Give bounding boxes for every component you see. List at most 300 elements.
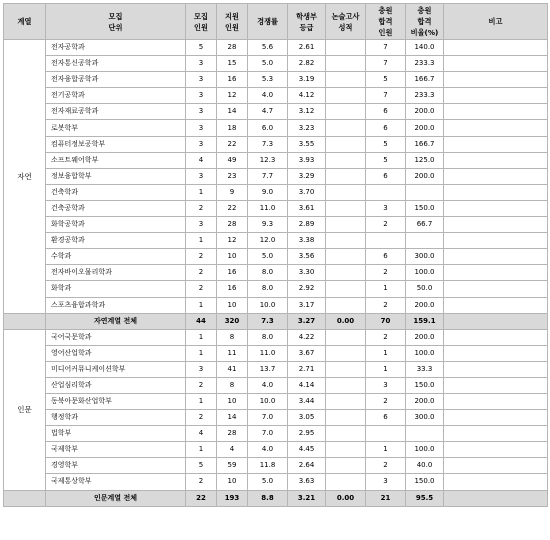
cell-extra: 1 (366, 361, 406, 377)
cell-ratio: 5.0 (248, 474, 288, 490)
cell-extra: 1 (366, 345, 406, 361)
total-ratio: 7.3 (248, 313, 288, 329)
cell-dept: 국제통상학부 (46, 474, 186, 490)
cell-extra: 2 (366, 329, 406, 345)
table-row (4, 361, 548, 377)
cell-extra-rate: 300.0 (406, 410, 444, 426)
cell-note (444, 410, 548, 426)
cell-extra-rate: 200.0 (406, 297, 444, 313)
cell-extra: 6 (366, 410, 406, 426)
cell-applicants: 10 (217, 297, 248, 313)
cell-applicants: 16 (217, 265, 248, 281)
cell-grade: 3.12 (288, 104, 326, 120)
cell-grade: 2.71 (288, 361, 326, 377)
cell-extra-rate: 50.0 (406, 281, 444, 297)
cell-dept: 건축학과 (46, 184, 186, 200)
total-group-cell (4, 313, 46, 329)
cell-ratio: 5.3 (248, 72, 288, 88)
cell-essay (326, 474, 366, 490)
cell-essay (326, 217, 366, 233)
total-essay: 0.00 (326, 490, 366, 506)
cell-dept: 경영학부 (46, 458, 186, 474)
cell-extra: 3 (366, 200, 406, 216)
cell-dept: 전자공학과 (46, 40, 186, 56)
cell-grade: 3.38 (288, 233, 326, 249)
cell-dept: 화학공학과 (46, 217, 186, 233)
total-essay: 0.00 (326, 313, 366, 329)
cell-extra-rate: 200.0 (406, 104, 444, 120)
cell-essay (326, 168, 366, 184)
table-row (4, 393, 548, 409)
cell-applicants: 12 (217, 88, 248, 104)
cell-extra: 5 (366, 136, 406, 152)
cell-dept: 정보융합학부 (46, 168, 186, 184)
cell-extra-rate (406, 233, 444, 249)
cell-dept: 전자바이오물리학과 (46, 265, 186, 281)
cell-essay (326, 297, 366, 313)
cell-dept: 소프트웨어학부 (46, 152, 186, 168)
table-row (4, 265, 548, 281)
cell-recruit: 2 (186, 474, 217, 490)
cell-recruit: 4 (186, 152, 217, 168)
cell-recruit: 3 (186, 361, 217, 377)
cell-note (444, 136, 548, 152)
cell-extra: 5 (366, 152, 406, 168)
cell-note (444, 474, 548, 490)
cell-note (444, 249, 548, 265)
cell-recruit: 3 (186, 168, 217, 184)
cell-grade: 3.67 (288, 345, 326, 361)
cell-applicants: 15 (217, 56, 248, 72)
table-row (4, 410, 548, 426)
cell-note (444, 233, 548, 249)
cell-grade: 2.64 (288, 458, 326, 474)
cell-essay (326, 233, 366, 249)
cell-extra-rate: 150.0 (406, 200, 444, 216)
cell-ratio: 13.7 (248, 361, 288, 377)
table-row (4, 168, 548, 184)
cell-grade: 3.23 (288, 120, 326, 136)
admission-results-table (3, 3, 548, 507)
cell-essay (326, 40, 366, 56)
table-row (4, 377, 548, 393)
cell-dept: 컴퓨터정보공학부 (46, 136, 186, 152)
cell-grade: 3.44 (288, 393, 326, 409)
table-row (4, 297, 548, 313)
cell-note (444, 329, 548, 345)
cell-extra: 7 (366, 88, 406, 104)
cell-ratio: 8.0 (248, 265, 288, 281)
cell-recruit: 3 (186, 217, 217, 233)
cell-extra: 7 (366, 56, 406, 72)
cell-recruit: 3 (186, 136, 217, 152)
total-extra: 21 (366, 490, 406, 506)
cell-essay (326, 120, 366, 136)
cell-ratio: 8.0 (248, 329, 288, 345)
cell-essay (326, 345, 366, 361)
cell-applicants: 14 (217, 104, 248, 120)
cell-applicants: 49 (217, 152, 248, 168)
cell-ratio: 4.0 (248, 88, 288, 104)
cell-dept: 스포츠융합과학과 (46, 297, 186, 313)
cell-extra-rate: 150.0 (406, 377, 444, 393)
cell-grade: 2.92 (288, 281, 326, 297)
cell-grade: 4.45 (288, 442, 326, 458)
cell-ratio: 7.0 (248, 426, 288, 442)
cell-recruit: 1 (186, 184, 217, 200)
cell-essay (326, 377, 366, 393)
cell-grade: 3.93 (288, 152, 326, 168)
cell-note (444, 168, 548, 184)
cell-extra: 5 (366, 72, 406, 88)
cell-ratio: 12.3 (248, 152, 288, 168)
cell-applicants: 41 (217, 361, 248, 377)
cell-recruit: 2 (186, 265, 217, 281)
cell-extra-rate: 100.0 (406, 442, 444, 458)
header-recruit: 모집 인원 (186, 4, 217, 40)
total-row (4, 313, 548, 329)
cell-dept: 로봇학부 (46, 120, 186, 136)
table-row (4, 200, 548, 216)
cell-note (444, 40, 548, 56)
cell-ratio: 5.0 (248, 56, 288, 72)
cell-extra: 2 (366, 297, 406, 313)
cell-applicants: 14 (217, 410, 248, 426)
cell-essay (326, 281, 366, 297)
cell-note (444, 200, 548, 216)
cell-extra: 1 (366, 281, 406, 297)
table-row (4, 72, 548, 88)
cell-ratio: 7.3 (248, 136, 288, 152)
total-dept: 자연계열 전체 (46, 313, 186, 329)
cell-grade: 3.61 (288, 200, 326, 216)
header-extra: 충원 합격 인원 (366, 4, 406, 40)
cell-recruit: 2 (186, 281, 217, 297)
total-recruit: 22 (186, 490, 217, 506)
cell-applicants: 28 (217, 426, 248, 442)
cell-applicants: 59 (217, 458, 248, 474)
cell-recruit: 1 (186, 233, 217, 249)
table-row (4, 120, 548, 136)
cell-extra-rate: 200.0 (406, 120, 444, 136)
cell-grade: 3.17 (288, 297, 326, 313)
cell-recruit: 1 (186, 329, 217, 345)
cell-ratio: 6.0 (248, 120, 288, 136)
cell-grade: 4.12 (288, 88, 326, 104)
cell-dept: 전자융합공학과 (46, 72, 186, 88)
cell-ratio: 9.3 (248, 217, 288, 233)
cell-note (444, 56, 548, 72)
cell-applicants: 8 (217, 329, 248, 345)
cell-grade: 3.29 (288, 168, 326, 184)
cell-essay (326, 442, 366, 458)
admission-results-document (3, 3, 547, 507)
cell-extra-rate: 140.0 (406, 40, 444, 56)
cell-ratio: 10.0 (248, 297, 288, 313)
cell-extra-rate: 200.0 (406, 329, 444, 345)
cell-note (444, 297, 548, 313)
table-row (4, 88, 548, 104)
cell-dept: 국어국문학과 (46, 329, 186, 345)
cell-essay (326, 361, 366, 377)
cell-essay (326, 136, 366, 152)
cell-note (444, 393, 548, 409)
total-applicants: 193 (217, 490, 248, 506)
table-row (4, 56, 548, 72)
cell-extra-rate: 300.0 (406, 249, 444, 265)
cell-note (444, 265, 548, 281)
cell-dept: 영어산업학과 (46, 345, 186, 361)
table-row (4, 442, 548, 458)
table-row (4, 474, 548, 490)
total-grade: 3.21 (288, 490, 326, 506)
cell-applicants: 28 (217, 217, 248, 233)
cell-dept: 법학부 (46, 426, 186, 442)
table-row (4, 217, 548, 233)
cell-ratio: 10.0 (248, 393, 288, 409)
total-extra-rate: 95.5 (406, 490, 444, 506)
cell-applicants: 18 (217, 120, 248, 136)
table-row (4, 184, 548, 200)
total-recruit: 44 (186, 313, 217, 329)
table-row (4, 458, 548, 474)
cell-extra: 6 (366, 168, 406, 184)
cell-extra: 3 (366, 474, 406, 490)
cell-essay (326, 426, 366, 442)
cell-ratio: 12.0 (248, 233, 288, 249)
cell-note (444, 104, 548, 120)
cell-dept: 미디어커뮤니케이션학부 (46, 361, 186, 377)
cell-applicants: 10 (217, 474, 248, 490)
cell-recruit: 3 (186, 56, 217, 72)
cell-dept: 행정학과 (46, 410, 186, 426)
cell-ratio: 4.0 (248, 377, 288, 393)
cell-applicants: 9 (217, 184, 248, 200)
cell-note (444, 345, 548, 361)
cell-applicants: 16 (217, 281, 248, 297)
cell-note (444, 152, 548, 168)
total-note (444, 313, 548, 329)
cell-extra-rate: 233.3 (406, 88, 444, 104)
cell-note (444, 281, 548, 297)
cell-applicants: 12 (217, 233, 248, 249)
table-header (4, 4, 548, 40)
group-label: 인문 (4, 329, 46, 490)
header-dept: 모집 단위 (46, 4, 186, 40)
table-row (4, 40, 548, 56)
cell-dept: 동북아문화산업학부 (46, 393, 186, 409)
cell-ratio: 11.0 (248, 345, 288, 361)
cell-essay (326, 329, 366, 345)
cell-recruit: 2 (186, 200, 217, 216)
cell-extra-rate: 66.7 (406, 217, 444, 233)
total-row (4, 490, 548, 506)
total-note (444, 490, 548, 506)
cell-note (444, 184, 548, 200)
cell-grade: 2.95 (288, 426, 326, 442)
cell-grade: 3.56 (288, 249, 326, 265)
cell-essay (326, 72, 366, 88)
cell-recruit: 2 (186, 377, 217, 393)
cell-grade: 2.82 (288, 56, 326, 72)
cell-essay (326, 88, 366, 104)
cell-recruit: 3 (186, 120, 217, 136)
cell-applicants: 16 (217, 72, 248, 88)
cell-ratio: 11.0 (248, 200, 288, 216)
cell-essay (326, 458, 366, 474)
total-extra-rate: 159.1 (406, 313, 444, 329)
table-row (4, 249, 548, 265)
cell-extra: 6 (366, 104, 406, 120)
cell-ratio: 5.0 (248, 249, 288, 265)
header-group: 계열 (4, 4, 46, 40)
cell-extra: 3 (366, 377, 406, 393)
cell-extra: 7 (366, 40, 406, 56)
cell-grade: 3.70 (288, 184, 326, 200)
cell-ratio: 7.7 (248, 168, 288, 184)
header-extra-rate: 충원 합격 비율(%) (406, 4, 444, 40)
cell-dept: 산업심리학과 (46, 377, 186, 393)
cell-essay (326, 410, 366, 426)
cell-extra-rate: 33.3 (406, 361, 444, 377)
cell-note (444, 426, 548, 442)
cell-extra-rate: 40.0 (406, 458, 444, 474)
cell-grade: 3.55 (288, 136, 326, 152)
cell-note (444, 217, 548, 233)
cell-note (444, 88, 548, 104)
cell-recruit: 1 (186, 393, 217, 409)
cell-note (444, 442, 548, 458)
cell-essay (326, 152, 366, 168)
total-grade: 3.27 (288, 313, 326, 329)
cell-recruit: 1 (186, 297, 217, 313)
total-ratio: 8.8 (248, 490, 288, 506)
cell-ratio: 9.0 (248, 184, 288, 200)
cell-extra (366, 184, 406, 200)
cell-recruit: 3 (186, 72, 217, 88)
cell-recruit: 5 (186, 458, 217, 474)
cell-recruit: 2 (186, 410, 217, 426)
cell-extra: 6 (366, 120, 406, 136)
total-group-cell (4, 490, 46, 506)
total-extra: 70 (366, 313, 406, 329)
table-row (4, 104, 548, 120)
cell-extra-rate (406, 184, 444, 200)
header-applicants: 지원 인원 (217, 4, 248, 40)
group-label: 자연 (4, 40, 46, 314)
cell-dept: 국제학부 (46, 442, 186, 458)
cell-applicants: 8 (217, 377, 248, 393)
cell-applicants: 4 (217, 442, 248, 458)
cell-extra (366, 233, 406, 249)
cell-recruit: 1 (186, 442, 217, 458)
cell-recruit: 3 (186, 88, 217, 104)
cell-extra: 2 (366, 393, 406, 409)
cell-applicants: 28 (217, 40, 248, 56)
cell-dept: 전자통신공학과 (46, 56, 186, 72)
cell-recruit: 3 (186, 104, 217, 120)
cell-note (444, 361, 548, 377)
cell-grade: 3.19 (288, 72, 326, 88)
cell-essay (326, 265, 366, 281)
table-row (4, 152, 548, 168)
header-ratio: 경쟁률 (248, 4, 288, 40)
header-grade: 학생부 등급 (288, 4, 326, 40)
cell-dept: 환경공학과 (46, 233, 186, 249)
cell-essay (326, 104, 366, 120)
cell-essay (326, 249, 366, 265)
cell-dept: 건축공학과 (46, 200, 186, 216)
table-row (4, 136, 548, 152)
cell-extra: 1 (366, 442, 406, 458)
cell-recruit: 5 (186, 40, 217, 56)
cell-ratio: 7.0 (248, 410, 288, 426)
cell-ratio: 8.0 (248, 281, 288, 297)
cell-grade: 4.14 (288, 377, 326, 393)
cell-grade: 2.89 (288, 217, 326, 233)
cell-extra (366, 426, 406, 442)
cell-dept: 전기공학과 (46, 88, 186, 104)
cell-essay (326, 56, 366, 72)
header-essay: 논술고사 성적 (326, 4, 366, 40)
table-row (4, 329, 548, 345)
cell-extra-rate: 200.0 (406, 168, 444, 184)
cell-extra-rate: 125.0 (406, 152, 444, 168)
cell-recruit: 1 (186, 345, 217, 361)
cell-extra-rate: 233.3 (406, 56, 444, 72)
cell-grade: 3.30 (288, 265, 326, 281)
cell-grade: 4.22 (288, 329, 326, 345)
table-row (4, 233, 548, 249)
cell-extra-rate: 100.0 (406, 345, 444, 361)
cell-recruit: 2 (186, 249, 217, 265)
cell-dept: 화학과 (46, 281, 186, 297)
cell-note (444, 377, 548, 393)
cell-ratio: 4.0 (248, 442, 288, 458)
cell-applicants: 10 (217, 393, 248, 409)
cell-grade: 3.63 (288, 474, 326, 490)
cell-note (444, 458, 548, 474)
cell-applicants: 23 (217, 168, 248, 184)
cell-extra-rate: 200.0 (406, 393, 444, 409)
table-row (4, 426, 548, 442)
cell-grade: 3.05 (288, 410, 326, 426)
cell-extra: 2 (366, 217, 406, 233)
cell-extra-rate: 166.7 (406, 136, 444, 152)
cell-extra-rate: 166.7 (406, 72, 444, 88)
cell-applicants: 22 (217, 136, 248, 152)
cell-extra-rate (406, 426, 444, 442)
cell-extra: 2 (366, 458, 406, 474)
cell-essay (326, 184, 366, 200)
cell-applicants: 10 (217, 249, 248, 265)
cell-essay (326, 200, 366, 216)
cell-note (444, 120, 548, 136)
total-applicants: 320 (217, 313, 248, 329)
cell-dept: 전자재료공학과 (46, 104, 186, 120)
table-row (4, 281, 548, 297)
cell-ratio: 4.7 (248, 104, 288, 120)
cell-essay (326, 393, 366, 409)
cell-note (444, 72, 548, 88)
cell-ratio: 5.6 (248, 40, 288, 56)
table-body (4, 40, 548, 507)
header-note: 비고 (444, 4, 548, 40)
cell-applicants: 22 (217, 200, 248, 216)
cell-recruit: 4 (186, 426, 217, 442)
cell-ratio: 11.8 (248, 458, 288, 474)
total-dept: 인문계열 전체 (46, 490, 186, 506)
